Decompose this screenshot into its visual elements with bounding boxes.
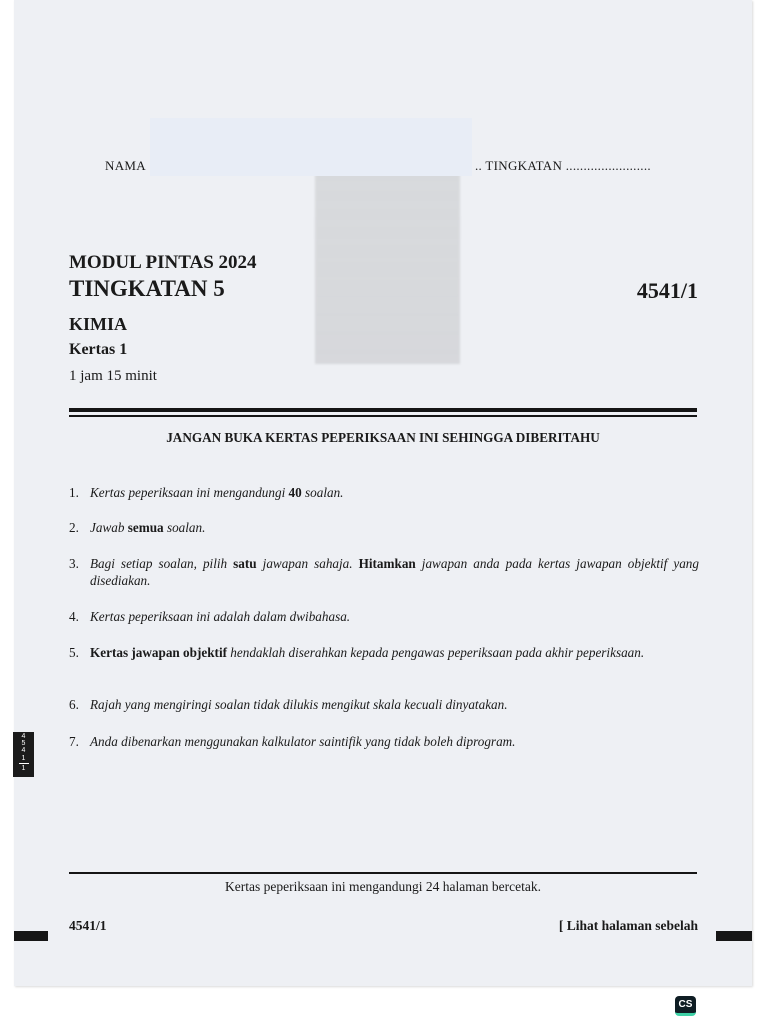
scanner-logo-icon: CS <box>675 996 696 1016</box>
instruction-item <box>69 555 699 589</box>
show-through-image <box>315 172 460 364</box>
instruction-number: 5. <box>69 645 79 660</box>
side-tab-digit: 1 <box>21 764 26 772</box>
instruction-text: Rajah yang mengiringi soalan tidak dilukis mengikut skala kecuali dinyatakan. <box>90 697 508 712</box>
do-not-open-warning: JANGAN BUKA KERTAS PEPERIKSAAN INI SEHINGGA DIBERITAHU <box>166 430 600 445</box>
instruction-item <box>69 519 699 536</box>
instruction-number: 3. <box>69 556 79 571</box>
instruction-emphasis: Kertas jawapan objektif <box>90 645 227 660</box>
instruction-item <box>69 696 699 713</box>
module-title: MODUL PINTAS 2024 <box>69 252 257 273</box>
instruction-item <box>69 484 699 501</box>
instruction-item <box>69 733 699 750</box>
side-tab-digit: 1 <box>21 754 26 762</box>
instruction-emphasis: 40 <box>288 485 302 500</box>
instruction-text: soalan. <box>301 485 344 500</box>
subject-title: KIMIA <box>69 314 127 334</box>
instruction-text: Kertas peperiksaan ini mengandungi <box>90 485 289 500</box>
redacted-area <box>150 118 472 176</box>
side-code-tab <box>13 732 34 777</box>
instruction-text: jawapan sahaja. <box>256 556 359 571</box>
instruction-emphasis: satu <box>233 556 257 571</box>
instruction-item <box>69 644 699 661</box>
next-page-note: [ Lihat halaman sebelah <box>558 918 698 933</box>
paper-code: 4541/1 <box>636 278 698 303</box>
edge-mark-left <box>14 931 48 941</box>
instruction-text: Kertas peperiksaan ini adalah dalam dwibahasa. <box>90 609 351 624</box>
instruction-number: 7. <box>69 734 79 749</box>
form-title: TINGKATAN 5 <box>69 276 225 301</box>
divider-thin <box>69 415 697 417</box>
tingkatan-field-label: .. TINGKATAN ........................ <box>475 158 651 173</box>
side-tab-divider <box>19 763 29 764</box>
side-tab-digit: 4 <box>21 733 26 740</box>
footer-paper-code: 4541/1 <box>69 918 107 933</box>
instruction-text: Anda dibenarkan menggunakan kalkulator saintifik yang tidak boleh diprogram. <box>90 734 516 749</box>
instruction-text: hendaklah diserahkan kepada pengawas peperiksaan pada akhir peperiksaan. <box>227 645 645 660</box>
instruction-number: 1. <box>69 485 79 500</box>
instruction-number: 4. <box>69 609 79 624</box>
instruction-item <box>69 608 699 625</box>
page-count-note: Kertas peperiksaan ini mengandungi 24 halaman bercetak. <box>224 879 541 894</box>
instruction-number: 2. <box>69 520 79 535</box>
exam-duration: 1 jam 15 minit <box>69 368 157 384</box>
divider-thick <box>69 408 697 412</box>
paper-number: Kertas 1 <box>69 341 128 358</box>
side-tab-digit: 4 <box>21 747 26 755</box>
instruction-text: Bagi setiap soalan, pilih <box>90 556 234 571</box>
instruction-number: 6. <box>69 697 79 712</box>
name-field-label: NAMA <box>105 158 146 173</box>
instruction-text: jawapan anda pada kertas jawapan objektif yang disediakan. <box>90 556 699 588</box>
instruction-text: Jawab <box>90 520 128 535</box>
instruction-emphasis: Hitamkan <box>358 556 416 571</box>
side-tab-digit: 5 <box>21 740 26 748</box>
footer-divider <box>69 872 697 874</box>
instruction-text: soalan. <box>163 520 206 535</box>
instruction-emphasis: semua <box>127 520 164 535</box>
edge-mark-right <box>716 931 752 941</box>
